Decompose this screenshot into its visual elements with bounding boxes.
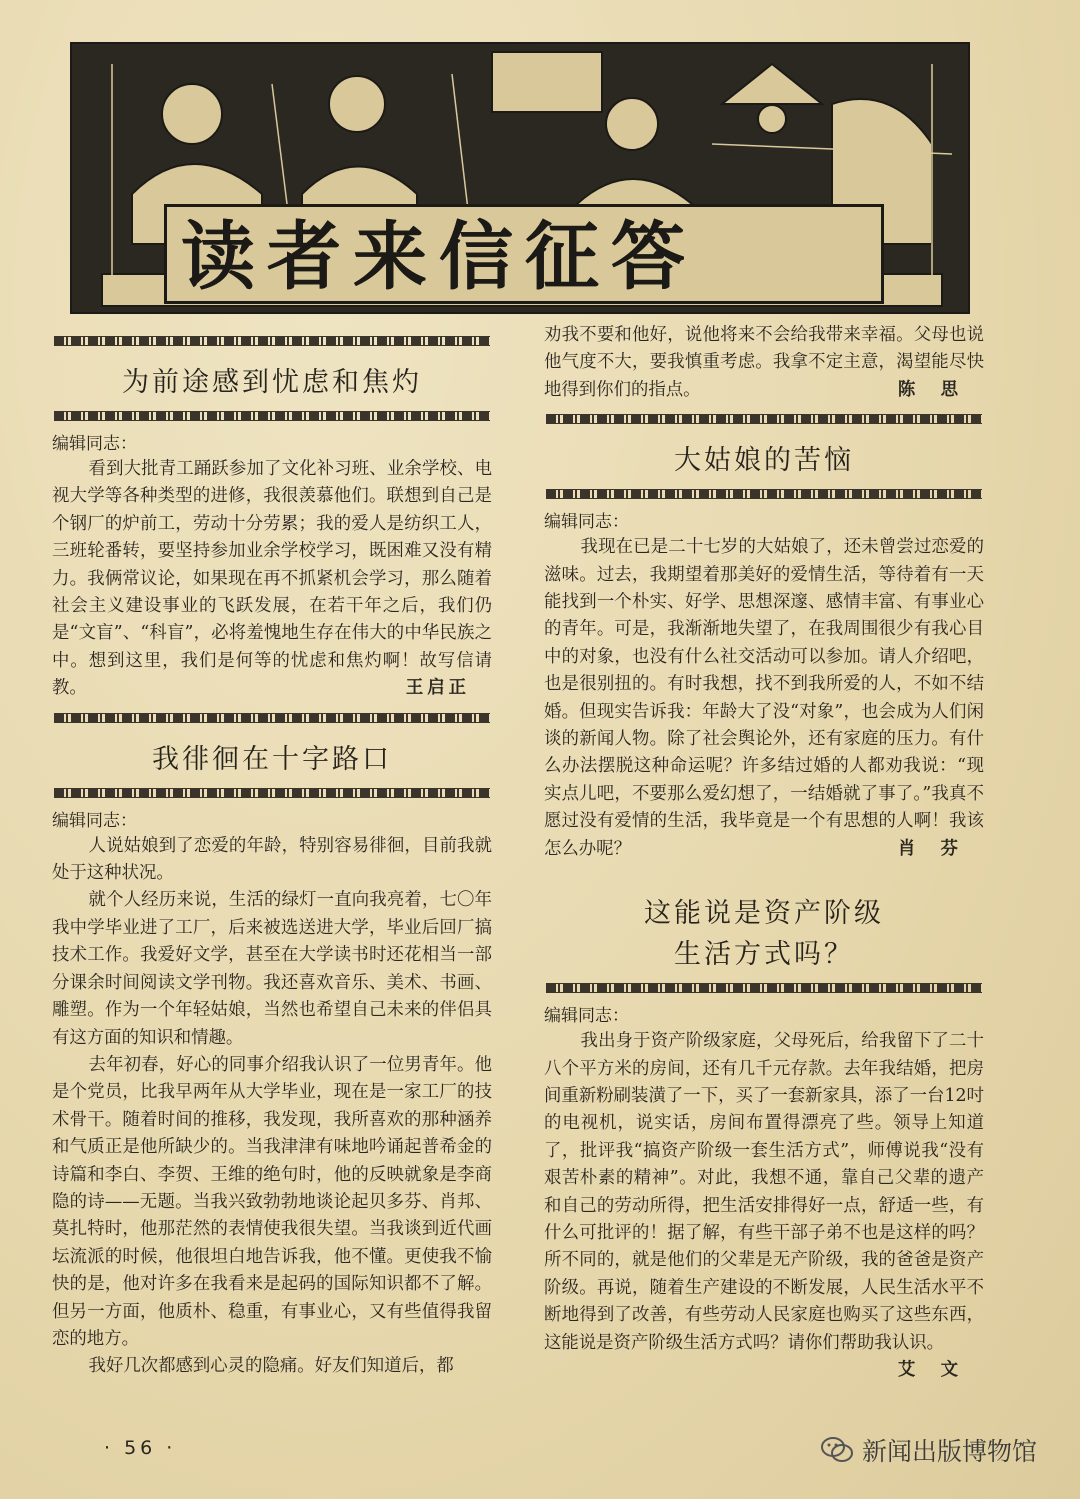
ornamental-rule: [54, 713, 490, 723]
ornamental-rule: [54, 336, 490, 346]
header-illustration: [70, 42, 970, 314]
salutation: 编辑同志：: [544, 1006, 629, 1027]
wechat-icon: [820, 1435, 854, 1465]
section-title: 读者来信征答: [164, 204, 884, 304]
letter-paragraph: 看到大批青工踊跃参加了文化补习班、业余学校、电视大学等各种类型的进修，我很羡慕他们。联想到自己是个钢厂的炉前工，劳动十分劳累；我的爱人是纺织工人，三班轮番转，要坚持参加业余学校学习，既困难又没有精力。我俩常议论，如果现在再不抓紧机会学习，那么随着社会主义建设事业的飞跃发展，在若干年之后，我们仍是“文盲”、“科盲”，必将羞愧地生存在伟大的中华民族之中。想到这里，我们是何等的忧虑和焦灼啊！故写信请教。 王启正: [52, 456, 492, 703]
page-number: · 56 ·: [104, 1437, 177, 1459]
salutation: 编辑同志：: [52, 810, 137, 831]
salutation: 编辑同志：: [544, 512, 629, 533]
ornamental-rule: [546, 489, 982, 499]
letter-title: 生活方式吗？: [674, 939, 854, 971]
letter-paragraph: 劝我不要和他好，说他将来不会给我带来幸福。父母也说他气度不大，要我慎重考虑。我拿不定主意，渴望能尽快地得到你们的指点。 陈 思: [544, 322, 984, 404]
letter-signature: 肖 芬: [897, 838, 962, 859]
ornamental-rule: [54, 411, 490, 421]
letter-title: 这能说是资产阶级: [644, 898, 884, 930]
letter-paragraph: 我出身于资产阶级家庭，父母死后，给我留下了二十八个平方米的房间，还有几千元存款。去年我结婚，把房间重新粉刷装潢了一下，买了一套新家具，添了一台12吋的电视机，说实话，房间布置得漂亮了些。领导上知道了，批评我“搞资产阶级一套生活方式”，师傅说我“没有艰苦朴素的精神”。对此，我想不通，靠自己父辈的遗产和自己的劳动所得，把生活安排得好一点，舒适一些，有什么可批评的！据了解，有些干部子弟不也是这样的吗？所不同的，就是他们的父辈是无产阶级，我的爸爸是资产阶级。再说，随着生产建设的不断发展，人民生活水平不断地得到了改善，有些劳动人民家庭也购买了这些东西，这能说是资产阶级生活方式吗？请你们帮助我认识。 艾 文: [544, 1028, 984, 1357]
letter-paragraph: 我现在已是二十七岁的大姑娘了，还未曾尝过恋爱的滋味。过去，我期望着那美好的爱情生活，等待着有一天能找到一个朴实、好学、思想深邃、感情丰富、有事业心的青年。可是，我渐渐地失望了，在我周围很少有我心目中的对象，也没有什么社交活动可以参加。请人介绍吧，也是很别扭的。有时我想，找不到我所爱的人，不如不结婚。但现实告诉我：年龄大了没“对象”，也会成为人们闲谈的新闻人物。除了社会舆论外，还有家庭的压力。有什么办法摆脱这种命运呢？许多结过婚的人都劝我说：“现实点儿吧，不要那么爱幻想了，一结婚就了事了。”我真不愿过没有爱情的生活，我毕竟是一个有思想的人啊！我该怎么办呢？ 肖 芬: [544, 534, 984, 863]
salutation: 编辑同志：: [52, 434, 137, 454]
ornamental-rule: [546, 414, 982, 424]
letter-title: 为前途感到忧虑和焦灼: [122, 367, 422, 398]
letter-paragraph: 人说姑娘到了恋爱的年龄，特别容易徘徊，目前我就处于这种状况。: [52, 835, 492, 884]
letter-paragraph: 就个人经历来说，生活的绿灯一直向我亮着，七〇年我中学毕业进了工厂，后来被选送进大学，毕业后回厂搞技术工作。我爱好文学，甚至在大学读书时还花相当一部分课余时间阅读文学刊物。我还喜欢音乐、美术、书画、雕塑。作为一个年轻姑娘，当然也希望自己未来的伴侣具有这方面的知识和情趣。: [52, 890, 492, 1048]
letter-signature: 王启正: [405, 678, 470, 699]
ornamental-rule: [54, 788, 490, 798]
letter-paragraph: 去年初春，好心的同事介绍我认识了一位男青年。他是个党员，比我早两年从大学毕业，现在是一家工厂的技术骨干。随着时间的推移，我发现，我所喜欢的那种涵养和气质正是他所缺少的。当我津津有味地吟诵起普希金的诗篇和李白、李贺、王维的绝句时，他的反映就象是李商隐的诗——无题。当我兴致勃勃地谈论起贝多芬、肖邦、莫扎特时，他那茫然的表情使我很失望。当我谈到近代画坛流派的时候，他很坦白地告诉我，他不懂。更使我不愉快的是，他对许多在我看来是起码的国际知识都不了解。但另一方面，他质朴、稳重，有事业心，又有些值得我留恋的地方。: [52, 1054, 492, 1349]
letter-title: 我徘徊在十字路口: [152, 743, 392, 775]
letter-signature: 陈 思: [897, 379, 962, 400]
watermark: [820, 1430, 1037, 1470]
letter-signature: 艾 文: [897, 1359, 962, 1380]
letter-paragraph: 我好几次都感到心灵的隐痛。好友们知道后，都: [88, 1356, 454, 1377]
letter-title: 大姑娘的苦恼: [674, 445, 854, 477]
left-column: [52, 330, 492, 1381]
right-column: [544, 322, 984, 1384]
ornamental-rule: [546, 983, 982, 993]
watermark-text: 新闻出版博物馆: [862, 1437, 1038, 1466]
